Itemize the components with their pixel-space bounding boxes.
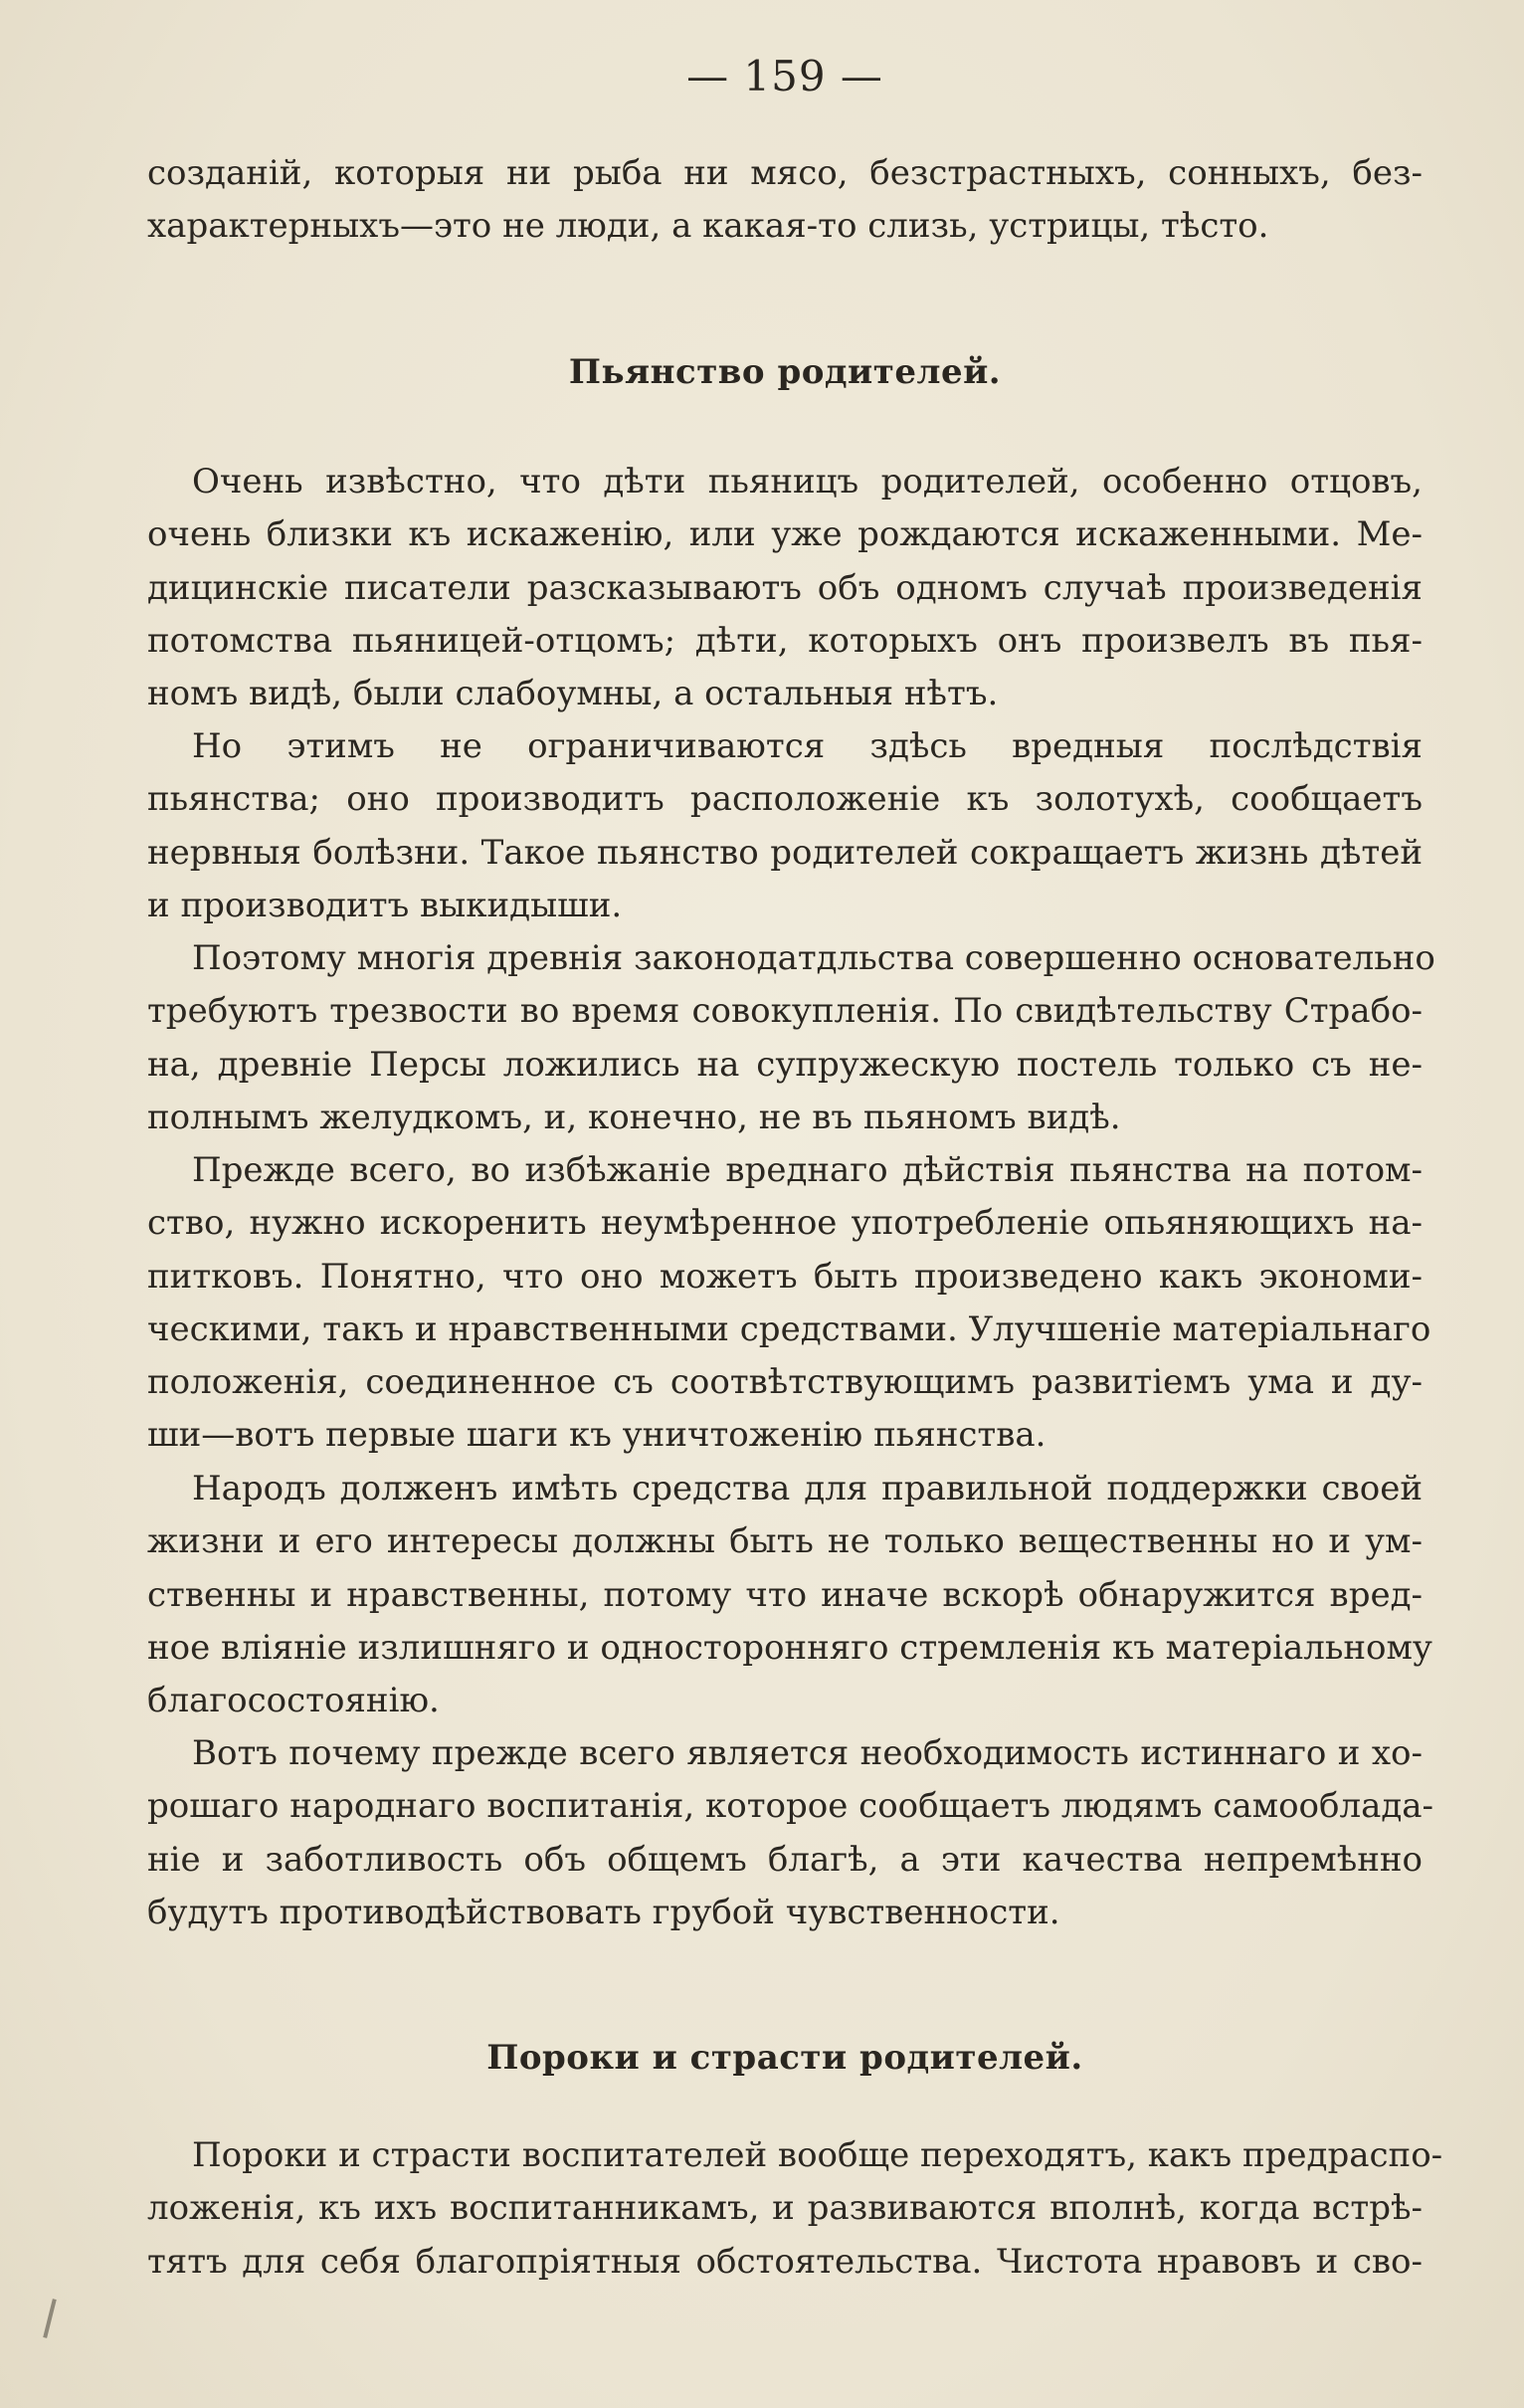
text-line: пьянства; оно производитъ расположеніе къ золотухѣ, сообщаетъ [147,779,1423,820]
paragraph [147,456,1423,720]
text-line: ческими, такъ и нравственными средствами. Улучшеніе матеріальнаго [147,1308,1431,1349]
text-line: благосостоянію. [147,1681,440,1721]
text-line: полнымъ желудкомъ, и, конечно, не въ пьяномъ видѣ. [147,1097,1121,1137]
text-line: очень близки къ искаженію, или уже рождаются искаженными. Ме- [147,514,1423,555]
paragraph [147,2129,1443,2289]
section-heading-vices: Пороки и страсти родителей. [486,2038,1083,2078]
paragraph [147,720,1423,932]
text-line: Народъ долженъ имѣть средства для правильной поддержки своей [192,1469,1423,1508]
text-line: на, древніе Персы ложились на супружескую постель только съ не- [147,1044,1423,1085]
text-line: дицинскіе писатели разсказываютъ объ одномъ случаѣ произведенія [147,567,1423,608]
text-line: созданій, которыя ни рыба ни мясо, безстрастныхъ, сонныхъ, без- [147,153,1423,193]
text-line: Но этимъ не ограничиваются здѣсь вредныя послѣдствія [192,726,1423,766]
text-line: рошаго народнаго воспитанія, которое сообщаетъ людямъ самооблада- [147,1786,1434,1827]
text-line: Поэтому многія древнія законодатдльства совершенно основательно [192,938,1435,978]
text-line: Очень извѣстно, что дѣти пьяницъ родителей, особенно отцовъ, [192,462,1423,502]
text-line: характерныхъ—это не люди, а какая-то слизь, устрицы, тѣсто. [147,206,1269,247]
margin-pencil-mark [43,2299,57,2338]
text-line: потомства пьяницей-отцомъ; дѣти, которыхъ онъ произвелъ въ пья- [147,620,1423,661]
text-line: ство, нужно искоренить неумѣренное употребленіе опьяняющихъ на- [147,1203,1423,1244]
text-line: ши—вотъ первые шаги къ уничтоженію пьянства. [147,1415,1047,1456]
paragraph [147,1727,1434,1939]
section-heading-drunkenness: Пьянство родителей. [568,352,1002,392]
text-line: Вотъ почему прежде всего является необходимость истиннаго и хо- [192,1733,1423,1773]
text-line: Пороки и страсти воспитателей вообще переходятъ, какъ предраспо- [192,2135,1443,2175]
paragraph [147,1463,1432,1727]
text-line: и производитъ выкидыши. [147,885,623,925]
text-line: положенія, соединенное съ соотвѣтствующимъ развитіемъ ума и ду- [147,1362,1423,1403]
text-line: жизни и его интересы должны быть не только вещественны но и ум- [147,1521,1423,1562]
text-line: нервныя болѣзни. Такое пьянство родителей сокращаетъ жизнь дѣтей [147,832,1423,873]
paragraph [147,932,1435,1144]
text-line: ственны и нравственны, потому что иначе вскорѣ обнаружится вред- [147,1574,1423,1615]
text-line: будутъ противодѣйствовать грубой чувственности. [147,1892,1060,1932]
text-line: номъ видѣ, были слабоумны, а остальныя нѣтъ. [147,674,999,714]
paragraph [147,1144,1431,1463]
text-line: ложенія, къ ихъ воспитанникамъ, и развиваются вполнѣ, когда встрѣ- [147,2188,1423,2229]
text-line: ніе и заботливость объ общемъ благѣ, а эти качества непремѣнно [147,1839,1423,1880]
page-number: — 159 — [686,52,883,100]
text-line: питковъ. Понятно, что оно можетъ быть произведено какъ экономи- [147,1256,1423,1297]
text-line: требуютъ трезвости во время совокупленія. По свидѣтельству Страбо- [147,991,1423,1032]
opening-paragraph [147,147,1423,254]
text-line: ное вліяніе излишняго и односторонняго стремленія къ матеріальному [147,1627,1432,1668]
text-line: тятъ для себя благопріятныя обстоятельства. Чистота нравовъ и сво- [147,2241,1423,2282]
text-line: Прежде всего, во избѣжаніе вреднаго дѣйствія пьянства на потом- [192,1150,1423,1190]
